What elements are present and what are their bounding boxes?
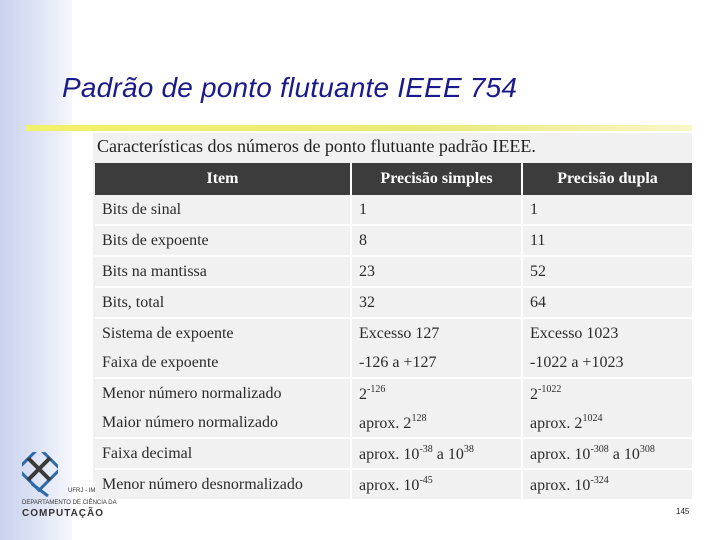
slide-title: Padrão de ponto flutuante IEEE 754	[62, 72, 518, 103]
table-header-row	[95, 163, 692, 195]
row-double	[522, 438, 692, 469]
value-exponent: -308	[590, 443, 609, 455]
ieee754-figure	[93, 133, 692, 494]
row-item: Maior número normalizado	[95, 408, 351, 438]
value-base: aprox. 2	[530, 414, 583, 432]
value-exponent: 1024	[582, 412, 603, 424]
table-row	[95, 469, 692, 500]
value-exponent: 308	[639, 443, 655, 455]
row-item: Bits, total	[95, 287, 351, 318]
header-item: Item	[95, 163, 351, 195]
table-row	[95, 225, 692, 256]
row-single: -126 a +127	[351, 348, 522, 378]
row-single: 23	[351, 256, 522, 287]
value-exponent: -324	[590, 474, 609, 486]
logo-line-2: DEPARTAMENTO DE CIÊNCIA DA	[22, 500, 117, 506]
value-range-joiner: a 10	[608, 445, 640, 463]
header-single: Precisão simples	[351, 163, 522, 195]
row-double: 64	[522, 287, 692, 318]
table-row	[95, 348, 692, 378]
value-exponent: -38	[419, 443, 433, 455]
value-range-joiner: a 10	[432, 445, 464, 463]
table-row	[95, 318, 692, 348]
row-single	[351, 469, 522, 500]
row-double	[522, 408, 692, 438]
value-exponent: -126	[367, 383, 386, 395]
row-item: Faixa de expoente	[95, 348, 351, 378]
title-underline	[26, 125, 692, 131]
row-item: Bits de expoente	[95, 225, 351, 256]
row-double: -1022 a +1023	[522, 348, 692, 378]
row-item: Faixa decimal	[95, 438, 351, 469]
row-single: 32	[351, 287, 522, 318]
row-item: Sistema de expoente	[95, 318, 351, 348]
table-row	[95, 408, 692, 438]
row-double: Excesso 1023	[522, 318, 692, 348]
row-double	[522, 378, 692, 408]
row-single	[351, 438, 522, 469]
row-single	[351, 378, 522, 408]
value-exponent: -45	[419, 474, 433, 486]
value-base: aprox. 10	[359, 476, 420, 494]
table-row	[95, 287, 692, 318]
row-double: 11	[522, 225, 692, 256]
row-single	[351, 408, 522, 438]
table-row	[95, 378, 692, 408]
department-logo	[22, 452, 122, 518]
table-row	[95, 256, 692, 287]
value-base: 2	[359, 385, 367, 403]
value-base: aprox. 2	[359, 414, 412, 432]
row-item: Bits de sinal	[95, 195, 351, 225]
value-exponent: -1022	[538, 383, 562, 395]
department-logo-icon	[22, 452, 58, 500]
value-base: aprox. 10	[359, 445, 420, 463]
figure-caption: Características dos números de ponto flutuante padrão IEEE.	[97, 136, 536, 156]
row-item: Menor número normalizado	[95, 378, 351, 408]
row-item: Bits na mantissa	[95, 256, 351, 287]
row-single: Excesso 127	[351, 318, 522, 348]
logo-line-3: COMPUTAÇÃO	[22, 508, 105, 519]
value-exponent: 128	[411, 412, 427, 424]
row-double	[522, 469, 692, 500]
header-double: Precisão dupla	[522, 163, 692, 195]
value-base: 2	[530, 385, 538, 403]
value-base: aprox. 10	[530, 476, 591, 494]
logo-line-1: UFRJ - IM	[68, 488, 96, 494]
page-number: 145	[676, 507, 690, 516]
value-base: aprox. 10	[530, 445, 591, 463]
row-single: 1	[351, 195, 522, 225]
table-row	[95, 438, 692, 469]
value-exponent: 38	[463, 443, 474, 455]
ieee754-table	[95, 163, 692, 501]
row-item: Menor número desnormalizado	[95, 469, 351, 500]
row-double: 1	[522, 195, 692, 225]
row-single: 8	[351, 225, 522, 256]
row-double: 52	[522, 256, 692, 287]
table-row	[95, 195, 692, 225]
